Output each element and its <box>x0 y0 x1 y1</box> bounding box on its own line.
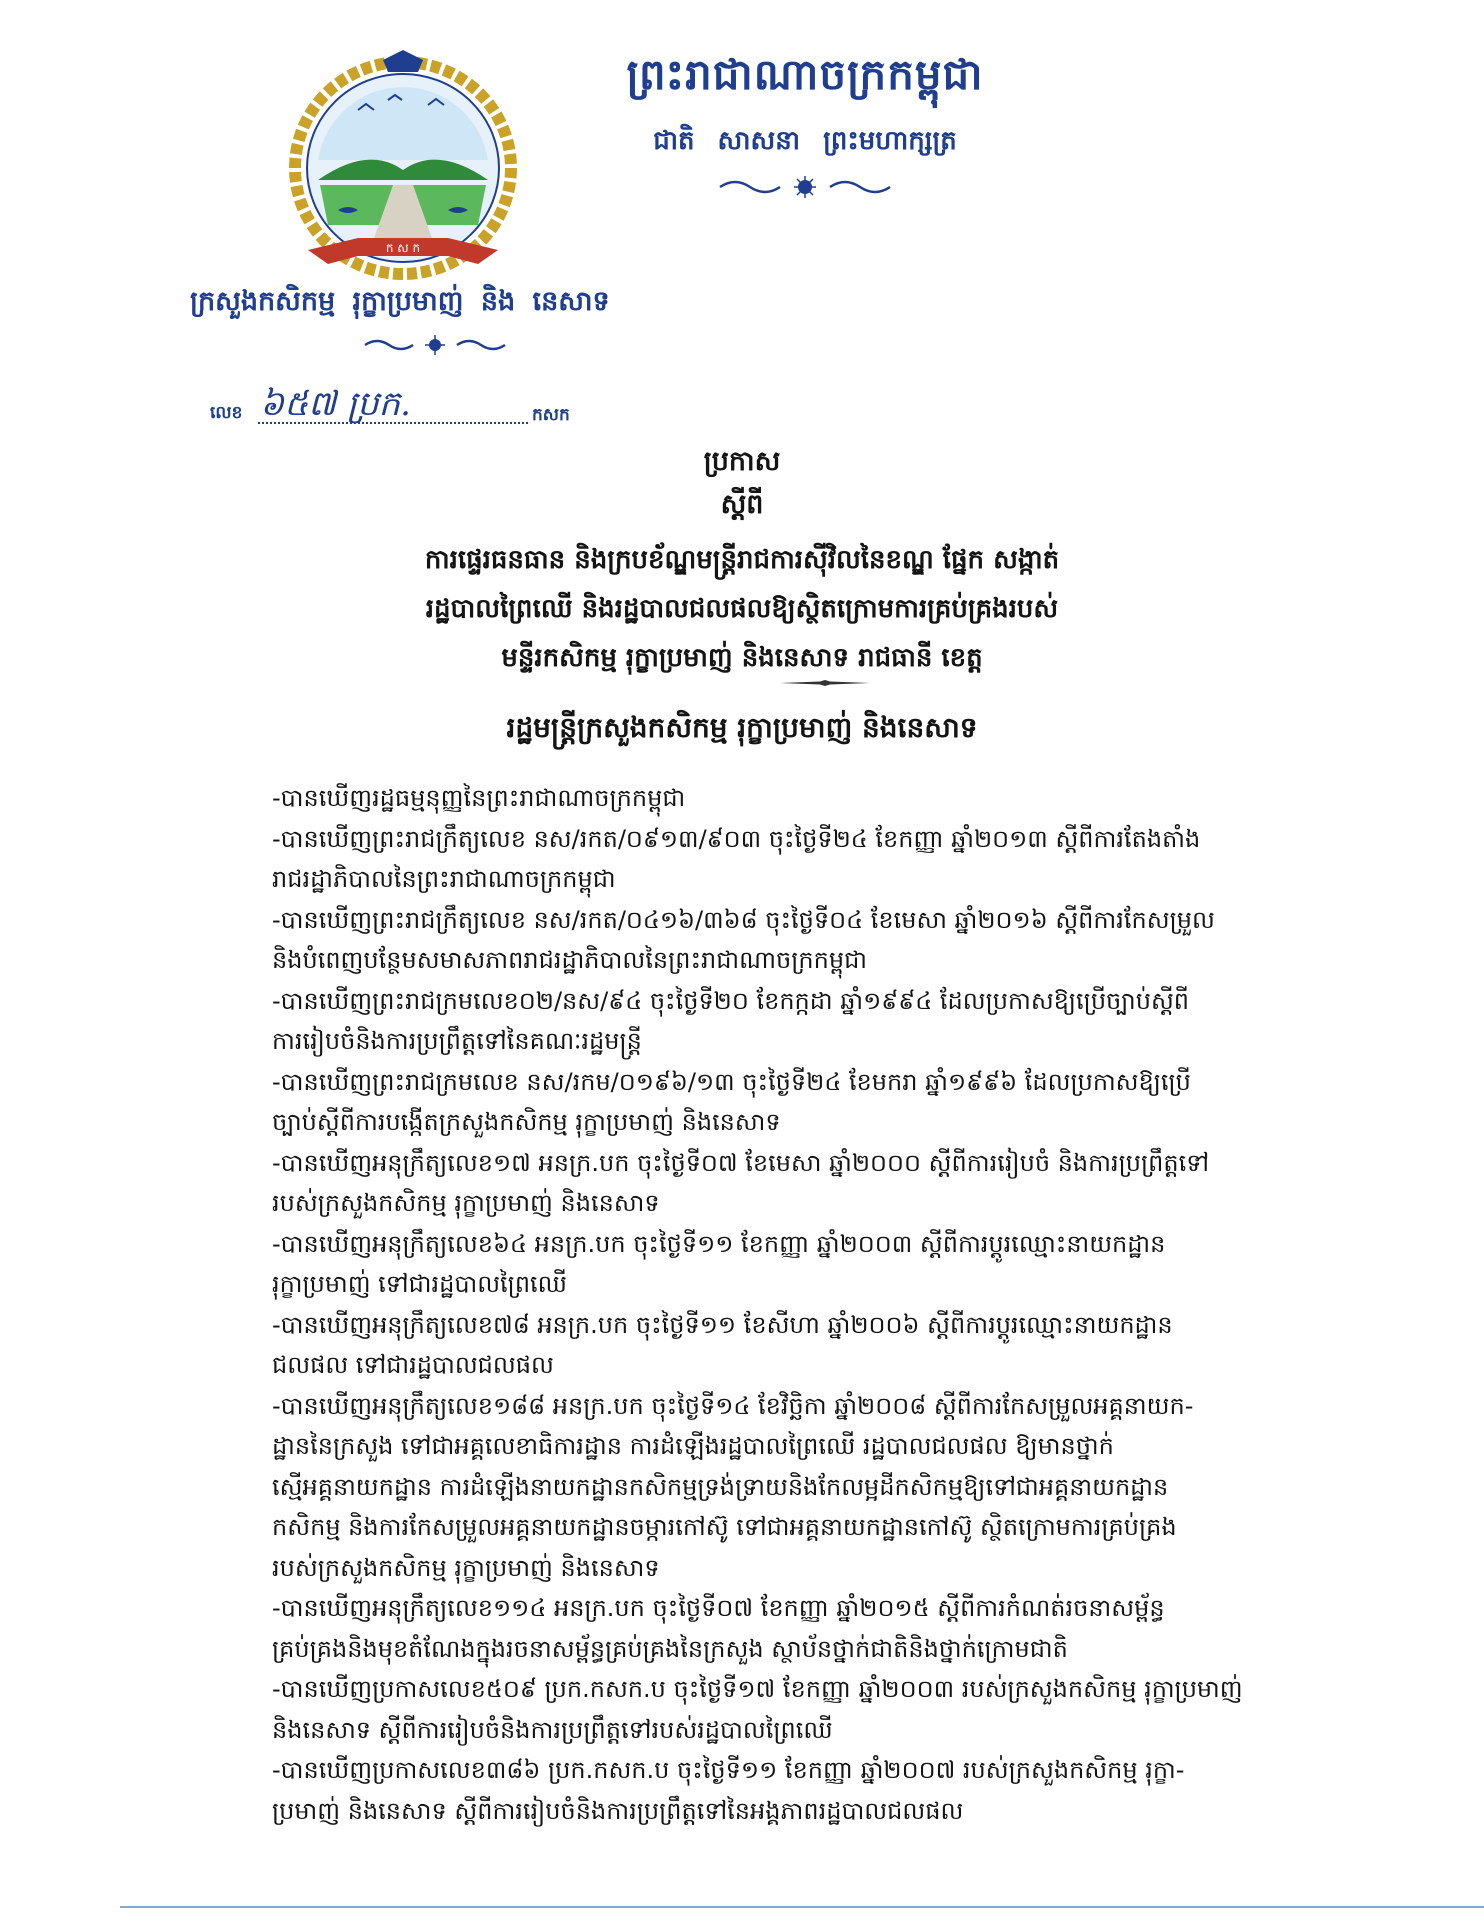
clause-line: -បានឃើញប្រកាសលេខ៣៨៦ ប្រក.កសក.ប ចុះថ្ងៃទី១១ ខែកញ្ញា ឆ្នាំ២០០៧ របស់ក្រសួងកសិកម្ម រុក្ខា- <box>272 1756 1185 1784</box>
reference-label: លេខ <box>210 403 243 423</box>
ornament-divider <box>360 335 510 355</box>
kingdom-name: ព្រះរាជាណាចក្រកម្ពុជា <box>626 50 984 99</box>
clause-line: -បានឃើញអនុក្រឹត្យលេខ១៧ អនក្រ.បក ចុះថ្ងៃទី០៧ ខែមេសា ឆ្នាំ២០០០ ស្តីពីការរៀបចំ និងការប្រព្រឹត្តទៅ <box>272 1148 1210 1177</box>
reference-dotted-line <box>258 422 528 424</box>
emblem-banner-text: ក ស ក <box>385 241 421 255</box>
reference-suffix: កសក <box>532 405 570 425</box>
clause <box>272 981 1382 1062</box>
clause-line: ដ្ឋាននៃក្រសួង ទៅជាអគ្គលេខាធិការដ្ឋាន ការដំឡើងរដ្ឋបាលព្រៃឈើ រដ្ឋបាលជលផល ឱ្យមានថ្នាក់ <box>272 1432 1114 1460</box>
issuer-title: រដ្ឋមន្ត្រីក្រសួងកសិកម្ម រុក្ខាប្រមាញ់ និងនេសាទ <box>506 711 978 744</box>
clause <box>272 1588 1382 1669</box>
title-line: ការផ្ទេរធនធាន និងក្របខ័ណ្ឌមន្ត្រីរាជការស៊ីវិលនៃខណ្ឌ ផ្នែក សង្កាត់ <box>424 545 1060 575</box>
ministry-name: ក្រសួងកសិកម្ម រុក្ខាប្រមាញ់ និង នេសាទ <box>190 286 610 317</box>
clause-line: -បានឃើញអនុក្រឹត្យលេខ៦៤ អនក្រ.បក ចុះថ្ងៃទី១១ ខែកញ្ញា ឆ្នាំ២០០៣ ស្តីពីការប្តូរឈ្មោះនាយកដ្ឋាន <box>272 1229 1166 1258</box>
clause-line: ការរៀបចំនិងការប្រព្រឹត្តទៅនៃគណៈរដ្ឋមន្ត្រី <box>272 1027 642 1055</box>
clause-line: -បានឃើញអនុក្រឹត្យលេខ១១៤ អនក្រ.បក ចុះថ្ងៃទី០៧ ខែកញ្ញា ឆ្នាំ២០១៥ ស្តីពីការកំណត់រចនាសម្ព័ន្ធ <box>272 1594 1165 1622</box>
clause <box>272 1386 1382 1589</box>
clause <box>272 819 1382 900</box>
page-bottom-rule <box>120 1906 1484 1908</box>
clause-line: -បានឃើញអនុក្រឹត្យលេខ១៨៨ អនក្រ.បក ចុះថ្ងៃទី១៤ ខែវិច្ឆិកា ឆ្នាំ២០០៨ ស្តីពីការកែសម្រួលអគ្គនាយក- <box>272 1391 1194 1420</box>
clause-line: -បានឃើញអនុក្រឹត្យលេខ៧៨ អនក្រ.បក ចុះថ្ងៃទី១១ ខែសីហា ឆ្នាំ២០០៦ ស្តីពីការប្តូរឈ្មោះនាយកដ្ឋាន <box>272 1310 1173 1339</box>
clause-line: រាជរដ្ឋាភិបាលនៃព្រះរាជាណាចក្រកម្ពុជា <box>272 865 616 893</box>
clause-line: -បានឃើញព្រះរាជក្រឹត្យលេខ នស/រកត/០៤១៦/៣៦៨ ចុះថ្ងៃទី០៤ ខែមេសា ឆ្នាំ២០១៦ ស្តីពីការកែសម្រួល <box>272 905 1215 934</box>
clause <box>272 1750 1382 1831</box>
clause-line: របស់ក្រសួងកសិកម្ម រុក្ខាប្រមាញ់ និងនេសាទ <box>272 1189 660 1217</box>
ministry-emblem <box>278 50 528 290</box>
reference-handwritten-number: ៦៥៧ ប្រក. <box>260 384 411 424</box>
subject-label: ស្តីពី <box>720 489 764 520</box>
reference-number <box>210 382 590 430</box>
clause-line: -បានឃើញព្រះរាជក្រឹត្យលេខ នស/រកត/០៩១៣/៩០៣ ចុះថ្ងៃទី២៤ ខែកញ្ញា ឆ្នាំ២០១៣ ស្តីពីការតែងតាំង <box>272 824 1201 853</box>
national-motto: ជាតិ សាសនា ព្រះមហាក្សត្រ <box>653 126 957 156</box>
clause-line: និងបំពេញបន្ថែមសមាសភាពរាជរដ្ឋាភិបាលនៃព្រះរាជាណាចក្រកម្ពុជា <box>272 946 867 974</box>
clause <box>272 1305 1382 1386</box>
document-type: ប្រកាស <box>703 446 781 477</box>
clause-line: -បានឃើញប្រកាសលេខ៥០៩ ប្រក.កសក.ប ចុះថ្ងៃទី១៧ ខែកញ្ញា ឆ្នាំ២០០៣ របស់ក្រសួងកសិកម្ម រុក្ខាប្រមាញ់ <box>272 1675 1243 1703</box>
clause-line: -បានឃើញព្រះរាជក្រមលេខ០២/នស/៩៤ ចុះថ្ងៃទី២០ ខែកក្កដា ឆ្នាំ១៩៩៤ ដែលប្រកាសឱ្យប្រើច្បាប់ស្តីពី <box>272 986 1190 1015</box>
clause-line: របស់ក្រសួងកសិកម្ម រុក្ខាប្រមាញ់ និងនេសាទ <box>272 1553 660 1582</box>
title-line: មន្ទីរកសិកម្ម រុក្ខាប្រមាញ់ និងនេសាទ រាជធានី ខេត្ត <box>501 643 983 673</box>
clause <box>272 900 1382 981</box>
clause-line: -បានឃើញព្រះរាជក្រមលេខ នស/រកម/០១៩៦/១៣ ចុះថ្ងៃទី២៤ ខែមករា ឆ្នាំ១៩៩៦ ដែលប្រកាសឱ្យប្រើ <box>272 1067 1191 1096</box>
document-title <box>0 536 1484 683</box>
title-line: រដ្ឋបាលព្រៃឈើ និងរដ្ឋបាលជលផលឱ្យស្ថិតក្រោមការគ្រប់គ្រងរបស់ <box>425 594 1059 624</box>
clause-line: រុក្ខាប្រមាញ់ ទៅជារដ្ឋបាលព្រៃឈើ <box>272 1270 567 1298</box>
clause-line: និងនេសាទ ស្តីពីការរៀបចំនិងការប្រព្រឹត្តទៅរបស់រដ្ឋបាលព្រៃឈើ <box>272 1715 833 1744</box>
clause <box>272 1143 1382 1224</box>
clause-line: ជលផល ទៅជារដ្ឋបាលជលផល <box>272 1351 554 1379</box>
clause <box>272 778 1382 819</box>
preamble-clauses <box>272 778 1382 1831</box>
ornament-divider <box>715 176 895 198</box>
clause-line: កសិកម្ម និងការកែសម្រួលអគ្គនាយកដ្ឋានចម្ការកៅស៊ូ ទៅជាអគ្គនាយកដ្ឋានកៅស៊ូ ស្ថិតក្រោមការគ្រប់គ្រង <box>272 1513 1177 1541</box>
clause <box>272 1669 1382 1750</box>
clause-line: -បានឃើញរដ្ឋធម្មនុញ្ញនៃព្រះរាជាណាចក្រកម្ពុជា <box>272 784 686 812</box>
clause-line: ច្បាប់ស្តីពីការបង្កើតក្រសួងកសិកម្ម រុក្ខាប្រមាញ់ និងនេសាទ <box>272 1108 781 1136</box>
clause-line: គ្រប់គ្រងនិងមុខតំណែងក្នុងរចនាសម្ព័ន្ធគ្រប់គ្រងនៃក្រសួង ស្ថាប័នថ្នាក់ជាតិនិងថ្នាក់ក្រោមជាតិ <box>272 1634 1068 1663</box>
clause <box>272 1062 1382 1143</box>
clause-line: ប្រមាញ់ និងនេសាទ ស្តីពីការរៀបចំនិងការប្រព្រឹត្តទៅនៃអង្គភាពរដ្ឋបាលជលផល <box>272 1796 964 1825</box>
clause <box>272 1224 1382 1305</box>
kingdom-header <box>605 48 1005 198</box>
title-separator <box>780 680 870 686</box>
clause-line: ស្មើអគ្គនាយកដ្ឋាន ការដំឡើងនាយកដ្ឋានកសិកម្មទ្រង់ទ្រាយនិងកែលម្អដីកសិកម្មឱ្យទៅជាអគ្គនាយកដ្ឋាន <box>272 1472 1169 1501</box>
